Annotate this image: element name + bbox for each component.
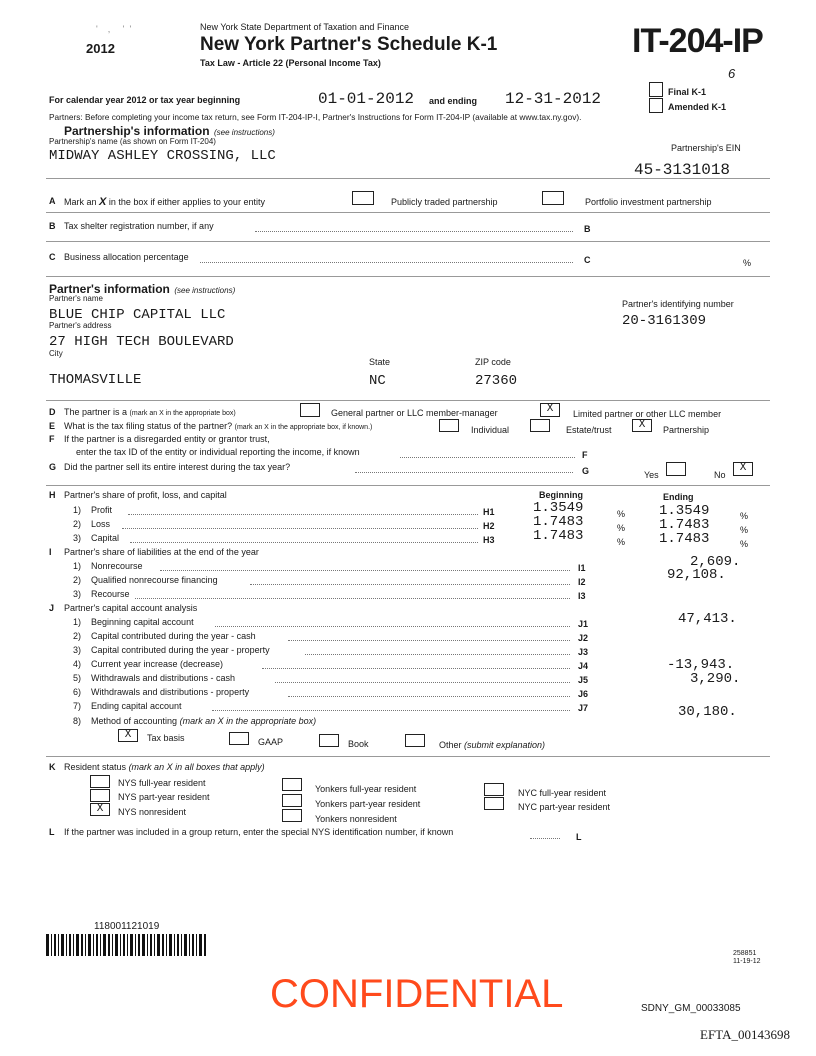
- individual-checkbox[interactable]: [439, 419, 459, 432]
- i2-num: 2): [73, 575, 82, 585]
- j1-value: 47,413.: [678, 611, 737, 627]
- nys-part-year-checkbox[interactable]: [90, 789, 110, 802]
- partner-state-label: State: [369, 357, 391, 367]
- line-f-text-2: enter the tax ID of the entity or individual reporting the income, if known: [76, 447, 360, 457]
- line-k-letter: K: [49, 762, 56, 772]
- portfolio-investment-label: Portfolio investment partnership: [585, 197, 712, 207]
- partner-address: 27 HIGH TECH BOULEVARD: [49, 334, 234, 350]
- line-b-code: B: [584, 224, 591, 234]
- partnership-heading: Partnership's information (see instructions): [64, 124, 275, 138]
- general-partner-label: General partner or LLC member-manager: [331, 408, 498, 418]
- h3-beginning-pct: %: [617, 537, 626, 547]
- yonkers-full-year-label: Yonkers full-year resident: [315, 784, 417, 794]
- other-method-label: Other (submit explanation): [439, 740, 546, 750]
- j8-num: 8): [73, 716, 82, 726]
- partner-id: 20-3161309: [622, 313, 707, 329]
- j1-label: Beginning capital account: [91, 617, 194, 627]
- i1-label: Nonrecourse: [91, 561, 143, 571]
- h2-code: H2: [483, 521, 495, 531]
- yonkers-nonresident-checkbox[interactable]: [282, 809, 302, 822]
- nys-part-year-label: NYS part-year resident: [118, 792, 210, 802]
- final-k1-checkbox[interactable]: [649, 82, 663, 97]
- j2-code: J2: [578, 633, 589, 643]
- line-i-text: Partner's share of liabilities at the end of the year: [64, 547, 259, 557]
- h2-ending-pct: %: [740, 525, 749, 535]
- partner-state: NC: [369, 373, 386, 389]
- line-d-text: The partner is a (mark an X in the appropriate box): [64, 407, 236, 417]
- limited-partner-checkbox[interactable]: X: [540, 403, 560, 417]
- line-g-text: Did the partner sell its entire interest during the tax year?: [64, 462, 291, 472]
- partner-heading: Partner's information (see instructions): [49, 282, 236, 296]
- h1-ending-pct: %: [740, 511, 749, 521]
- line-g-no-checkbox[interactable]: X: [733, 462, 753, 476]
- partnership-name: MIDWAY ASHLEY CROSSING, LLC: [49, 148, 276, 164]
- nys-full-year-checkbox[interactable]: [90, 775, 110, 788]
- portfolio-investment-checkbox[interactable]: [542, 191, 564, 205]
- partnership-status-checkbox[interactable]: X: [632, 419, 652, 432]
- line-e-letter: E: [49, 421, 56, 431]
- h2-beginning: 1.7483: [533, 514, 584, 530]
- period-begin: 01-01-2012: [318, 90, 415, 108]
- partner-city: THOMASVILLE: [49, 372, 142, 388]
- tax-year: 2012: [86, 41, 115, 56]
- line-f-letter: F: [49, 434, 55, 444]
- period-label: For calendar year 2012 or tax year beginning: [49, 95, 241, 105]
- j4-value: -13,943.: [667, 657, 735, 673]
- amended-k1-label: Amended K-1: [668, 102, 727, 112]
- h3-beginning: 1.7483: [533, 528, 584, 544]
- tax-basis-label: Tax basis: [147, 733, 185, 743]
- h3-code: H3: [483, 535, 495, 545]
- tax-law: Tax Law - Article 22 (Personal Income Tax): [200, 58, 381, 68]
- h2-beginning-pct: %: [617, 523, 626, 533]
- line-a-letter: A: [49, 196, 56, 206]
- nys-full-year-label: NYS full-year resident: [118, 778, 206, 788]
- j7-label: Ending capital account: [91, 701, 182, 711]
- j4-code: J4: [578, 661, 589, 671]
- line-l-text: If the partner was included in a group return, enter the special NYS identification number, if known: [64, 827, 454, 837]
- partner-name: BLUE CHIP CAPITAL LLC: [49, 307, 226, 323]
- nys-nonresident-checkbox[interactable]: X: [90, 803, 110, 816]
- other-method-checkbox[interactable]: [405, 734, 425, 747]
- yonkers-nonresident-label: Yonkers nonresident: [315, 814, 397, 824]
- line-e-text: What is the tax filing status of the partner? (mark an X in the appropriate box, if known.): [64, 421, 373, 431]
- line-h-beginning-label: Beginning: [539, 490, 583, 500]
- j6-label: Withdrawals and distributions - property: [91, 687, 250, 697]
- j5-code: J5: [578, 675, 589, 685]
- nyc-part-year-label: NYC part-year resident: [518, 802, 611, 812]
- book-checkbox[interactable]: [319, 734, 339, 747]
- barcode-image: [46, 934, 206, 956]
- tax-basis-checkbox[interactable]: X: [118, 729, 138, 742]
- line-c-text: Business allocation percentage: [64, 252, 189, 262]
- barcode-number: 118001121019: [94, 921, 160, 932]
- line-c-letter: C: [49, 252, 56, 262]
- nyc-full-year-label: NYC full-year resident: [518, 788, 607, 798]
- limited-partner-label: Limited partner or other LLC member: [573, 409, 722, 419]
- h2-num: 2): [73, 519, 82, 529]
- h3-ending-pct: %: [740, 539, 749, 549]
- partner-name-label: Partner's name: [49, 294, 103, 303]
- j7-value: 30,180.: [678, 704, 737, 720]
- partner-city-label: City: [49, 349, 63, 358]
- j2-label: Capital contributed during the year - cash: [91, 631, 256, 641]
- h1-beginning: 1.3549: [533, 500, 584, 516]
- nys-nonresident-label: NYS nonresident: [118, 807, 187, 817]
- h3-num: 3): [73, 533, 82, 543]
- final-k1-label: Final K-1: [668, 87, 707, 97]
- estate-trust-checkbox[interactable]: [530, 419, 550, 432]
- confidential-stamp: CONFIDENTIAL: [270, 972, 564, 1016]
- j5-num: 5): [73, 673, 82, 683]
- i2-label: Qualified nonrecourse financing: [91, 575, 218, 585]
- line-g-yes-checkbox[interactable]: [666, 462, 686, 476]
- page-mark: 6: [728, 66, 736, 81]
- book-label: Book: [348, 739, 369, 749]
- i2-value: 92,108.: [667, 567, 726, 583]
- h3-ending: 1.7483: [659, 531, 710, 547]
- partner-address-label: Partner's address: [49, 321, 112, 330]
- i1-num: 1): [73, 561, 82, 571]
- j3-code: J3: [578, 647, 589, 657]
- line-g-no-label: No: [714, 470, 726, 480]
- line-j-text: Partner's capital account analysis: [64, 603, 198, 613]
- scan-marks: ' , ' ': [96, 24, 132, 34]
- j5-label: Withdrawals and distributions - cash: [91, 673, 236, 683]
- line-b-text: Tax shelter registration number, if any: [64, 221, 214, 231]
- line-g-code: G: [582, 466, 590, 476]
- line-h-ending-label: Ending: [663, 492, 694, 502]
- form-code: 258851 11-19-12: [733, 950, 761, 965]
- j4-num: 4): [73, 659, 82, 669]
- i1-code: I1: [578, 563, 586, 573]
- line-j-letter: J: [49, 603, 55, 613]
- line-f-text-1: If the partner is a disregarded entity or grantor trust,: [64, 434, 270, 444]
- line-g-yes-label: Yes: [644, 470, 659, 480]
- line-k-text: Resident status (mark an X in all boxes that apply): [64, 762, 265, 772]
- publicly-traded-checkbox[interactable]: [352, 191, 374, 205]
- yonkers-part-year-label: Yonkers part-year resident: [315, 799, 421, 809]
- line-g-letter: G: [49, 462, 57, 472]
- partnership-status-label: Partnership: [663, 425, 710, 435]
- line-l-letter: L: [49, 827, 55, 837]
- h1-ending: 1.3549: [659, 503, 710, 519]
- j7-code: J7: [578, 703, 589, 713]
- j5-value: 3,290.: [690, 671, 741, 687]
- j6-code: J6: [578, 689, 589, 699]
- yonkers-full-year-checkbox[interactable]: [282, 778, 302, 791]
- j8-text: Method of accounting (mark an X in the appropriate box): [91, 716, 317, 726]
- period-and-ending: and ending: [429, 96, 477, 106]
- h1-label: Profit: [91, 505, 113, 515]
- h1-num: 1): [73, 505, 82, 515]
- line-h-letter: H: [49, 490, 56, 500]
- partner-id-label: Partner's identifying number: [622, 299, 734, 309]
- partnership-ein: 45-3131018: [634, 161, 731, 179]
- i3-code: I3: [578, 591, 586, 601]
- line-f-code: F: [582, 450, 588, 460]
- j4-label: Current year increase (decrease): [91, 659, 224, 669]
- yonkers-part-year-checkbox[interactable]: [282, 794, 302, 807]
- bates-number: SDNY_GM_00033085: [641, 1003, 741, 1014]
- j1-code: J1: [578, 619, 589, 629]
- gaap-checkbox[interactable]: [229, 732, 249, 745]
- j7-num: 7): [73, 701, 82, 711]
- line-a-text: Mark an X in the box if either applies to your entity: [64, 196, 265, 208]
- h1-code: H1: [483, 507, 495, 517]
- nyc-full-year-checkbox[interactable]: [484, 783, 504, 796]
- partnership-name-label: Partnership's name (as shown on Form IT-204): [49, 137, 216, 146]
- h2-ending: 1.7483: [659, 517, 710, 533]
- form-title: New York Partner's Schedule K-1: [200, 34, 498, 55]
- partnership-ein-label: Partnership's EIN: [671, 143, 741, 153]
- h3-label: Capital: [91, 533, 120, 543]
- line-l-code: L: [576, 832, 582, 842]
- j3-label: Capital contributed during the year - property: [91, 645, 270, 655]
- j3-num: 3): [73, 645, 82, 655]
- line-b-letter: B: [49, 221, 56, 231]
- line-i-letter: I: [49, 547, 52, 557]
- j2-num: 2): [73, 631, 82, 641]
- h2-label: Loss: [91, 519, 111, 529]
- partners-note: Partners: Before completing your income tax return, see Form IT-204-IP-I, Partner's Instructions for Form IT-204-IP (available at www.tax.ny.gov).: [49, 112, 582, 122]
- nyc-part-year-checkbox[interactable]: [484, 797, 504, 810]
- gaap-label: GAAP: [258, 737, 284, 747]
- i2-code: I2: [578, 577, 586, 587]
- line-c-code: C: [584, 255, 591, 265]
- form-id: IT-204-IP: [632, 22, 763, 60]
- i3-label: Recourse: [91, 589, 130, 599]
- efta-number: EFTA_00143698: [700, 1027, 790, 1042]
- j1-num: 1): [73, 617, 82, 627]
- partner-zip-label: ZIP code: [475, 357, 511, 367]
- j6-num: 6): [73, 687, 82, 697]
- line-d-letter: D: [49, 407, 56, 417]
- agency-name: New York State Department of Taxation and Finance: [200, 22, 409, 32]
- individual-label: Individual: [471, 425, 510, 435]
- line-c-percent: %: [743, 258, 752, 268]
- period-end: 12-31-2012: [505, 90, 602, 108]
- estate-trust-label: Estate/trust: [566, 425, 612, 435]
- i1-value: 2,609.: [690, 554, 741, 570]
- partner-zip: 27360: [475, 373, 518, 389]
- publicly-traded-label: Publicly traded partnership: [391, 197, 498, 207]
- general-partner-checkbox[interactable]: [300, 403, 320, 417]
- line-h-text: Partner's share of profit, loss, and capital: [64, 490, 227, 500]
- h1-beginning-pct: %: [617, 509, 626, 519]
- amended-k1-checkbox[interactable]: [649, 98, 663, 113]
- i3-num: 3): [73, 589, 82, 599]
